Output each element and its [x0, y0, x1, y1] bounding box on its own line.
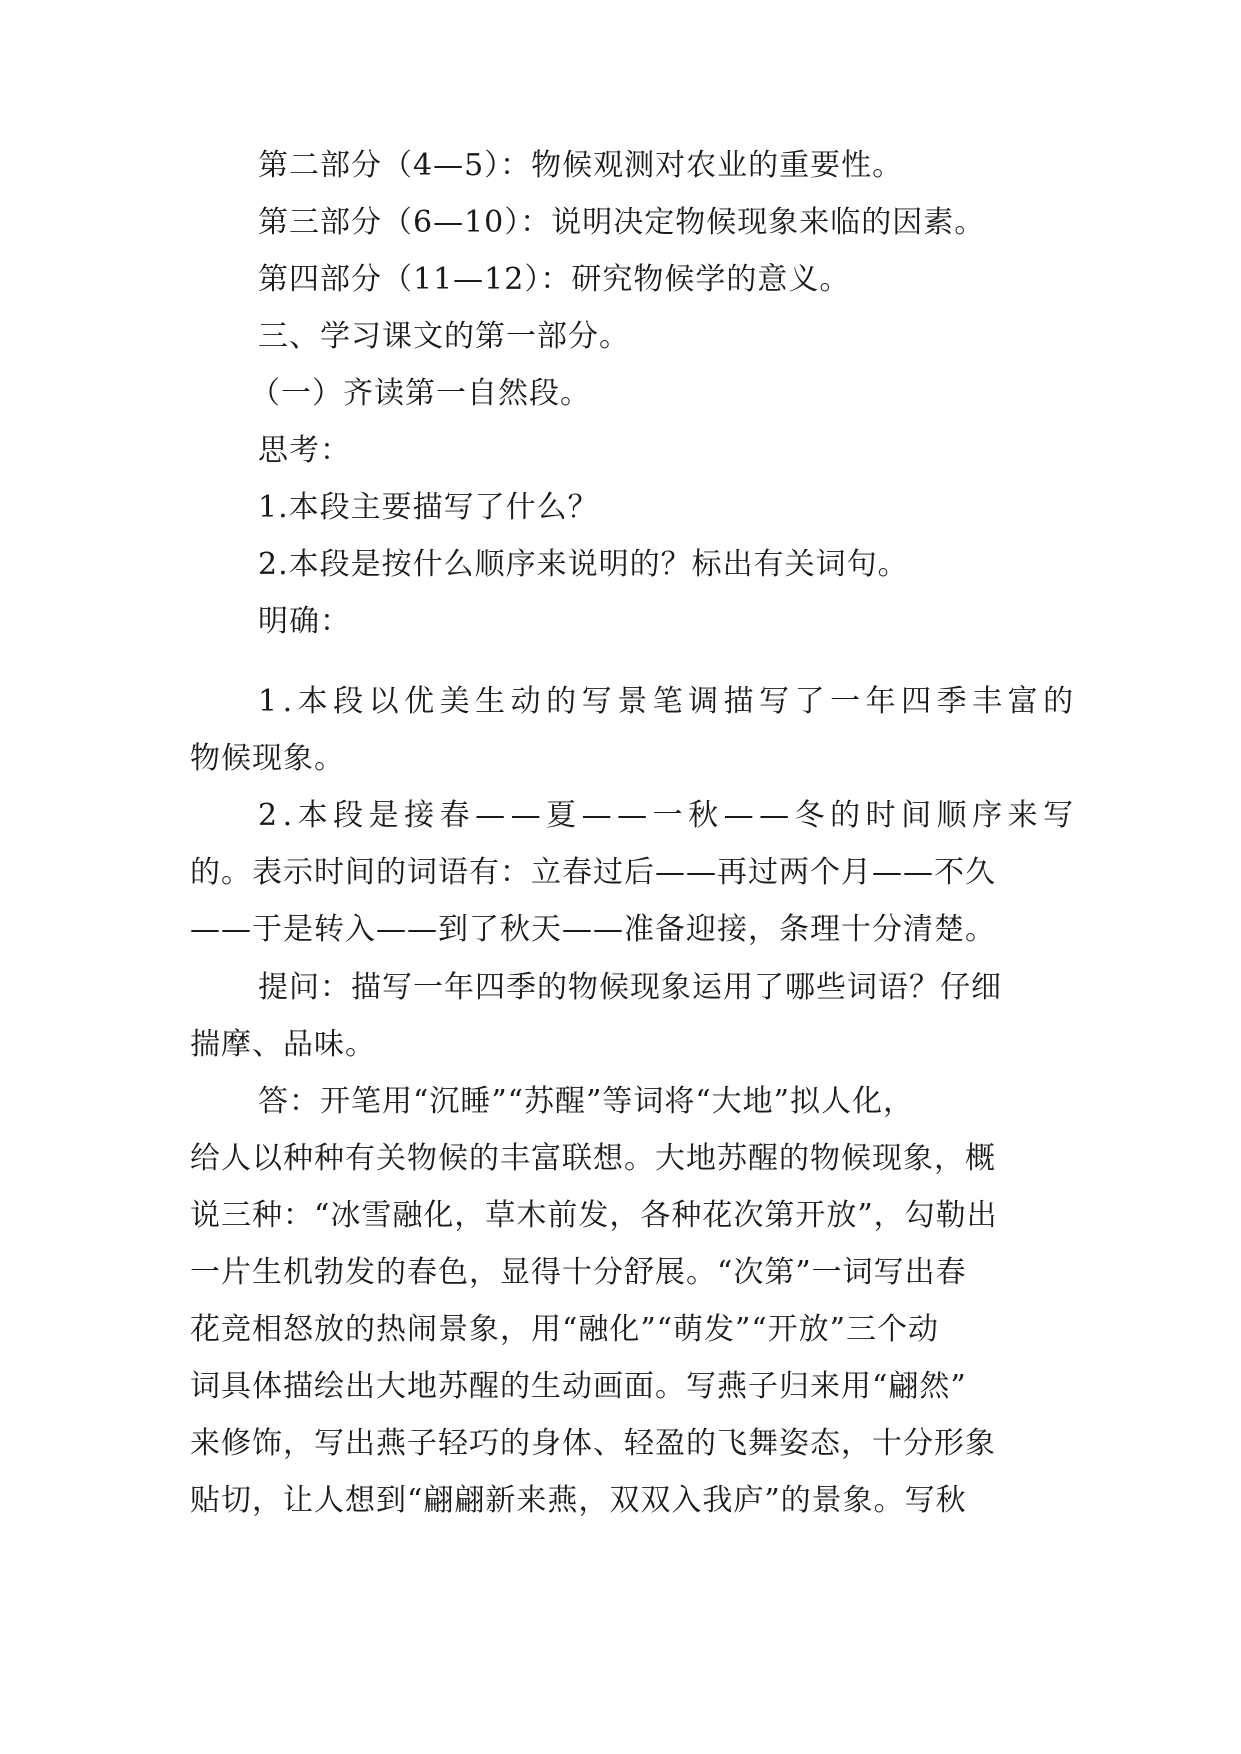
text-line: 说三种：“冰雪融化，草木前发，各种花次第开放”，勾勒出 [190, 1198, 998, 1233]
text-line: 第四部分（11—12）：研究物候学的意义。 [258, 262, 851, 297]
text-line: 第二部分（4—5）：物候观测对农业的重要性。 [258, 148, 904, 183]
text-line: 2.本段是按什么顺序来说明的？标出有关词句。 [258, 547, 909, 582]
text-line: 1.本段以优美生动的写景笔调描写了一年四季丰富的 [258, 684, 1079, 719]
text-line: （一）齐读第一自然段。 [250, 376, 591, 411]
text-line: 花竞相怒放的热闹景象，用“融化”“萌发”“开放”三个动 [190, 1312, 940, 1347]
text-line: 2.本段是接春——夏——一秋——冬的时间顺序来写 [258, 798, 1079, 833]
text-line: ——于是转入——到了秋天——准备迎接，条理十分清楚。 [190, 912, 996, 947]
text-line: 三、学习课文的第一部分。 [258, 319, 630, 354]
text-line: 物候现象。 [190, 741, 345, 776]
text-line: 第三部分（6—10）：说明决定物候现象来临的因素。 [258, 205, 986, 240]
text-line: 答：开笔用“沉睡”“苏醒”等词将“大地”拟人化， [258, 1084, 915, 1119]
text-line: 明确： [258, 604, 351, 639]
text-line: 来修饰，写出燕子轻巧的身体、轻盈的飞舞姿态，十分形象 [190, 1426, 996, 1461]
text-line: 给人以种种有关物候的丰富联想。大地苏醒的物候现象，概 [190, 1141, 996, 1176]
text-line: 词具体描绘出大地苏醒的生动画面。写燕子归来用“翩然” [190, 1369, 967, 1404]
text-line: 揣摩、品味。 [190, 1027, 376, 1062]
text-line: 的。表示时间的词语有：立春过后——再过两个月——不久 [190, 855, 996, 890]
text-line: 1.本段主要描写了什么？ [258, 490, 599, 525]
text-line: 贴切，让人想到“翩翩新来燕，双双入我庐”的景象。写秋 [190, 1483, 967, 1518]
text-line: 一片生机勃发的春色，显得十分舒展。“次第”一词写出春 [190, 1255, 967, 1290]
text-line: 提问：描写一年四季的物候现象运用了哪些词语？仔细 [258, 970, 1002, 1005]
text-line: 思考： [258, 433, 351, 468]
